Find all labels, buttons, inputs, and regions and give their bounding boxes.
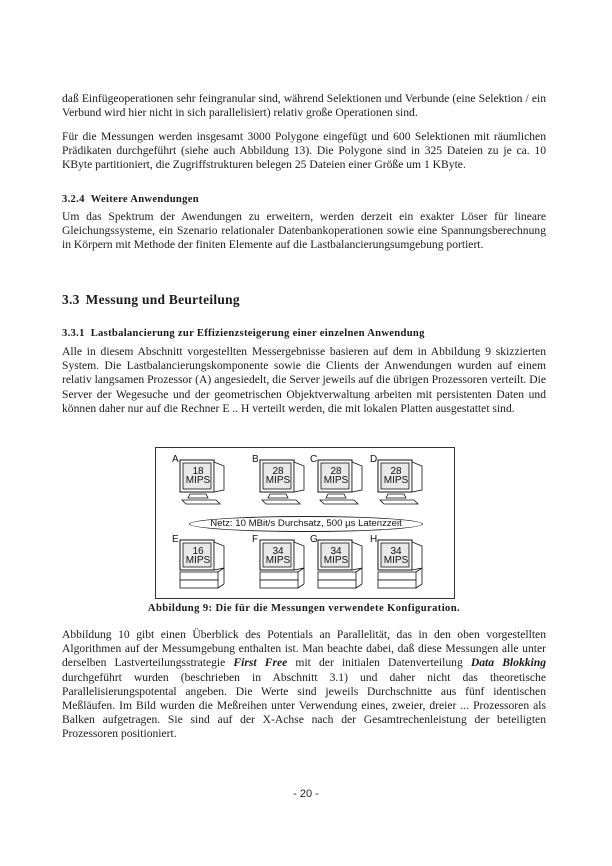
section-title: Lastbalancierung zur Effizienzsteigerung einer einzelnen Anwendung	[90, 328, 425, 339]
paragraph-4	[62, 345, 546, 416]
section-title: Messung und Beurteilung	[85, 292, 240, 307]
mips-value: 28 MIPS	[265, 466, 291, 486]
paragraph-text: daß Einfügeoperationen sehr feingranular sind, während Selektionen und Verbunde (eine Selektion / ein Verbund wird hier nicht in sich parallelisiert) relativ große Operationen sind.	[62, 92, 546, 120]
computer-e	[172, 534, 232, 596]
mips-value: 16 MIPS	[185, 546, 211, 566]
computer-d	[370, 454, 430, 516]
computer-label: B	[252, 454, 259, 465]
paragraph-2	[62, 130, 546, 173]
distribution-name: Data Blokking	[470, 656, 546, 670]
computer-h	[370, 534, 430, 596]
computer-a	[172, 454, 232, 516]
computer-label: G	[310, 534, 318, 545]
computer-label: H	[370, 534, 378, 545]
mips-value: 28 MIPS	[323, 466, 349, 486]
mips-value: 28 MIPS	[383, 466, 409, 486]
paragraph-text: Alle in diesem Abschnitt vorgestellten Messergebnisse basieren auf dem in Abbildung 9 skizzierten System. Die Lastbalancierungskomponente sowie die Clients der Anwendungen wurden auf einem relativ langsamen Prozessor (A) angesiedelt, die Server jeweils auf die übrigen Prozessoren verteilt. Die Server der Wegesuche und der geometrischen Objektverwaltung arbeiten mit persistenten Daten und können daher nur auf die Rechner E .. H verteilt werden, die mit lokalen Platten ausgestattet sind.	[62, 345, 546, 415]
figure-9-configuration	[155, 447, 455, 599]
section-title: Weitere Anwendungen	[90, 194, 199, 205]
heading-3-3-1	[62, 327, 546, 341]
computer-b	[252, 454, 312, 516]
paragraph-3	[62, 210, 546, 253]
section-number: 3.3.1	[62, 328, 85, 339]
strategy-name: First Free	[233, 656, 288, 670]
paragraph-text: Für die Messungen werden insgesamt 3000 Polygone eingefügt und 600 Selektionen mit räumlichen Prädikaten durchgeführt (siehe auch Abbildung 13). Die Polygone sind in 325 Dateien zu je ca. 10 KByte partitioniert, die Zugriffstrukturen belegen 25 Dateien einer Größe um 1 KByte.	[62, 130, 546, 172]
figure-caption: Abbildung 9: Die für die Messungen verwendete Konfiguration.	[147, 603, 461, 614]
computer-g	[310, 534, 370, 596]
paragraph-text: Abbildung 10 gibt einen Überblick des Potentials an Parallelität, das in den oben vorgestellten Algorithmen auf der Messumgebung enthalten ist. Man beachte dabei, daß diese Messungen alle unter derselben Lastverteilungsstrategie First Free mit der initialen Datenverteilung Data Blokking durchgeführt wurden (beschrieben in Abschnitt 3.1) und daher nicht das theoretische Parallelisierungspotental angeben. Die Werte sind jeweils Durchschnitte aus fünf identischen Meßläufen. Im Bild wurden die Meßreihen unter Verwendung eines, zweier, dreier ... Prozessoren als Balken aufgetragen. Sie sind auf der X-Achse nach der Gesamtrechenleistung der beteiligten Prozessoren positioniert.	[62, 628, 546, 741]
computer-label: A	[172, 454, 179, 465]
computer-label: F	[252, 534, 259, 545]
mips-value: 34 MIPS	[265, 546, 291, 566]
paragraph-text: Um das Spektrum der Awendungen zu erweitern, werden derzeit ein exakter Löser für lineare Gleichungssysteme, ein Szenario relationaler Datenbankoperationen sowie eine Spannungsberechnung in Körpern mit Methode der finiten Elemente auf die Lastbalancierungsumgebung portiert.	[62, 210, 546, 252]
mips-value: 18 MIPS	[185, 466, 211, 486]
heading-3-3	[62, 292, 546, 308]
paragraph-1	[62, 92, 546, 120]
computer-label: D	[370, 454, 378, 465]
page-number: - 20 -	[293, 788, 319, 800]
computer-label: E	[172, 534, 179, 545]
mips-value: 34 MIPS	[323, 546, 349, 566]
network-ellipse: Netz: 10 MBit/s Durchsatz, 500 µs Latenzzeit	[189, 516, 423, 532]
computer-label: C	[310, 454, 318, 465]
heading-3-2-4	[62, 193, 546, 207]
section-number: 3.2.4	[62, 194, 85, 205]
computer-c	[310, 454, 370, 516]
section-number: 3.3	[62, 292, 80, 307]
computer-f	[252, 534, 312, 596]
paragraph-5	[62, 628, 546, 742]
mips-value: 34 MIPS	[383, 546, 409, 566]
